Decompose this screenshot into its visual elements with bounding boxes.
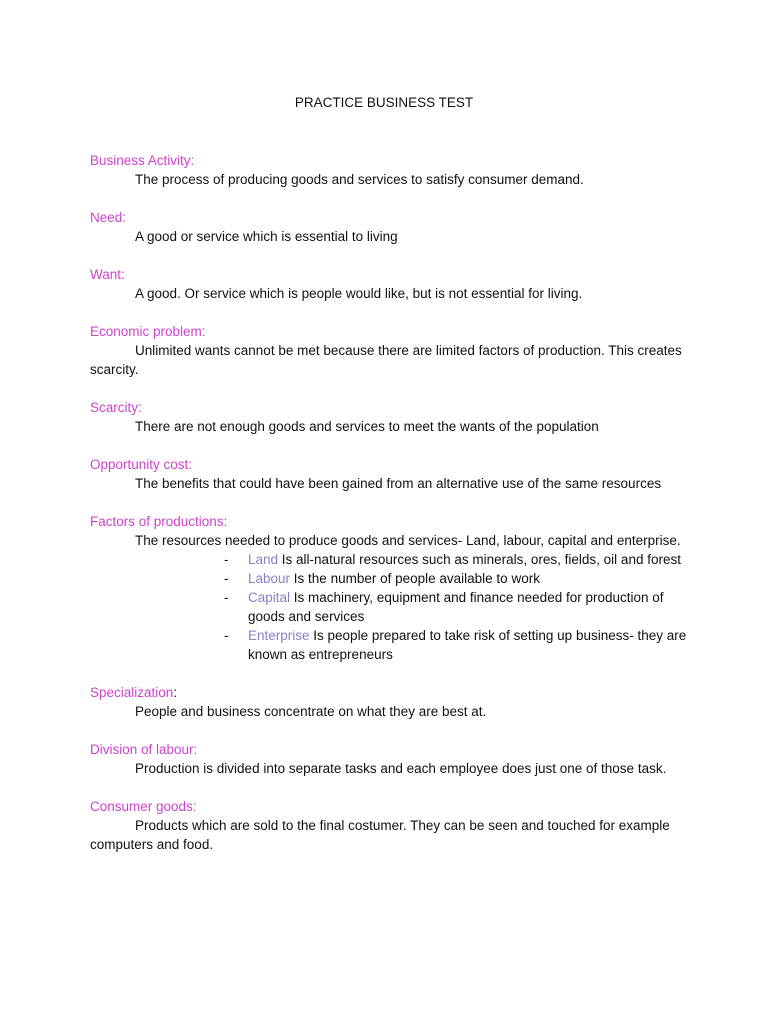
factor-text-capital: Is machinery, equipment and finance needed for production of goods and services [248,590,664,624]
definition-consumer-goods: Products which are sold to the final costumer. They can be seen and touched for example computers and food. [90,818,670,852]
term-division-of-labour: Division of labour: [90,742,198,757]
term-need: Need: [90,210,127,225]
term-consumer-goods: Consumer goods: [90,799,197,814]
section-scarcity [90,398,690,436]
section-need [90,208,690,246]
section-business-activity [90,151,690,189]
section-specialization [90,683,690,721]
list-bullet: - [224,552,229,567]
factor-name-land: Land [248,552,279,567]
document-body [90,151,690,873]
list-bullet: - [224,590,229,605]
term-want: Want: [90,267,125,282]
factor-text-labour: Is the number of people available to work [290,571,540,586]
section-factors-of-production [90,512,690,664]
definition-economic-problem: Unlimited wants cannot be met because there are limited factors of production. This creates scarcity. [90,343,682,377]
definition-scarcity: There are not enough goods and services to meet the wants of the population [135,419,599,434]
section-want [90,265,690,303]
term-business-activity: Business Activity: [90,153,195,168]
term-suffix: : [173,685,178,700]
term-line-specialization [90,683,690,702]
factor-text-land: Is all-natural resources such as minerals, ores, fields, oil and forest [278,552,681,567]
factors-list [90,550,690,664]
definition-specialization: People and business concentrate on what they are best at. [135,704,487,719]
factor-name-capital: Capital [248,590,291,605]
section-economic-problem [90,322,690,379]
factor-name-labour: Labour [248,571,291,586]
list-bullet: - [224,628,229,643]
factor-name-enterprise: Enterprise [248,628,310,643]
factor-item-capital [224,588,690,626]
definition-want: A good. Or service which is people would like, but is not essential for living. [135,286,583,301]
factor-item-labour [224,569,690,588]
definition-division-of-labour: Production is divided into separate tasks and each employee does just one of those task. [135,761,667,776]
factor-text-enterprise: Is people prepared to take risk of setting up business- they are known as entrepreneurs [248,628,687,662]
definition-business-activity: The process of producing goods and services to satisfy consumer demand. [135,172,584,187]
section-consumer-goods [90,797,690,854]
document-title: PRACTICE BUSINESS TEST [294,95,474,110]
term-specialization: Specialization [90,685,174,700]
term-opportunity-cost: Opportunity cost: [90,457,193,472]
definition-opportunity-cost: The benefits that could have been gained from an alternative use of the same resources [135,476,662,491]
section-division-of-labour [90,740,690,778]
list-bullet: - [224,571,229,586]
factor-item-enterprise [224,626,690,664]
term-factors-of-production: Factors of productions: [90,514,228,529]
section-opportunity-cost [90,455,690,493]
definition-need: A good or service which is essential to living [135,229,398,244]
term-economic-problem: Economic problem: [90,324,206,339]
term-scarcity: Scarcity: [90,400,142,415]
definition-factors-of-production: The resources needed to produce goods and services- Land, labour, capital and enterprise. [135,533,681,548]
factor-item-land [224,550,690,569]
